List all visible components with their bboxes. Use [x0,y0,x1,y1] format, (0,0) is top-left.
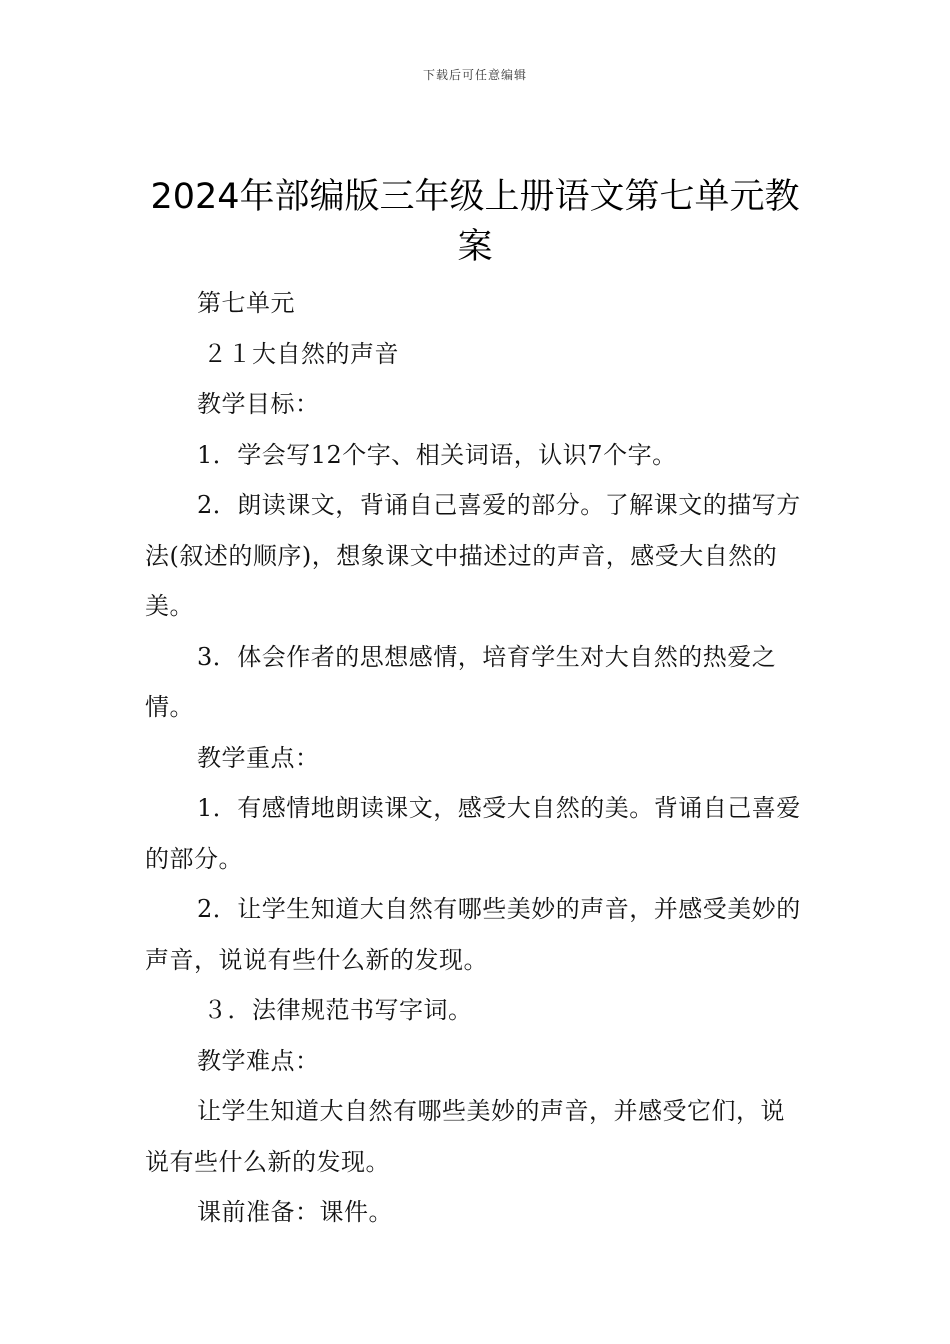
objective-item: 3．体会作者的思想感情，培育学生对大自然的热爱之情。 [145,642,777,721]
preparation-line: 课前准备：课件。 [197,1198,393,1226]
unit-heading: 第七单元 [197,289,295,317]
key-point-item: ３．法律规范书写字词。 [203,996,473,1024]
section-heading-difficulties: 教学难点： [197,1046,320,1075]
section-heading-key-points: 教学重点： [197,743,320,772]
document-body [145,278,807,1238]
key-point-item: 1．有感情地朗读课文，感受大自然的美。背诵自己喜爱的部分。 [145,794,801,873]
objective-item: 2．朗读课文，背诵自己喜爱的部分。了解课文的描写方法(叙述的顺序)，想象课文中描述过的声音，感受大自然的美。 [145,491,801,620]
key-point-item: 2．让学生知道大自然有哪些美妙的声音，并感受美妙的声音，说说有些什么新的发现。 [145,895,801,974]
difficulty-item: 让学生知道大自然有哪些美妙的声音，并感受它们，说说有些什么新的发现。 [145,1097,785,1176]
header-note: 下载后可任意编辑 [422,68,527,82]
objective-item: 1．学会写12个字、相关词语，认识7个字。 [197,440,677,469]
lesson-heading: ２１大自然的声音 [203,339,399,368]
document-title: 2024年部编版三年级上册语文第七单元教案 [150,177,800,267]
section-heading-objectives: 教学目标： [197,390,320,418]
